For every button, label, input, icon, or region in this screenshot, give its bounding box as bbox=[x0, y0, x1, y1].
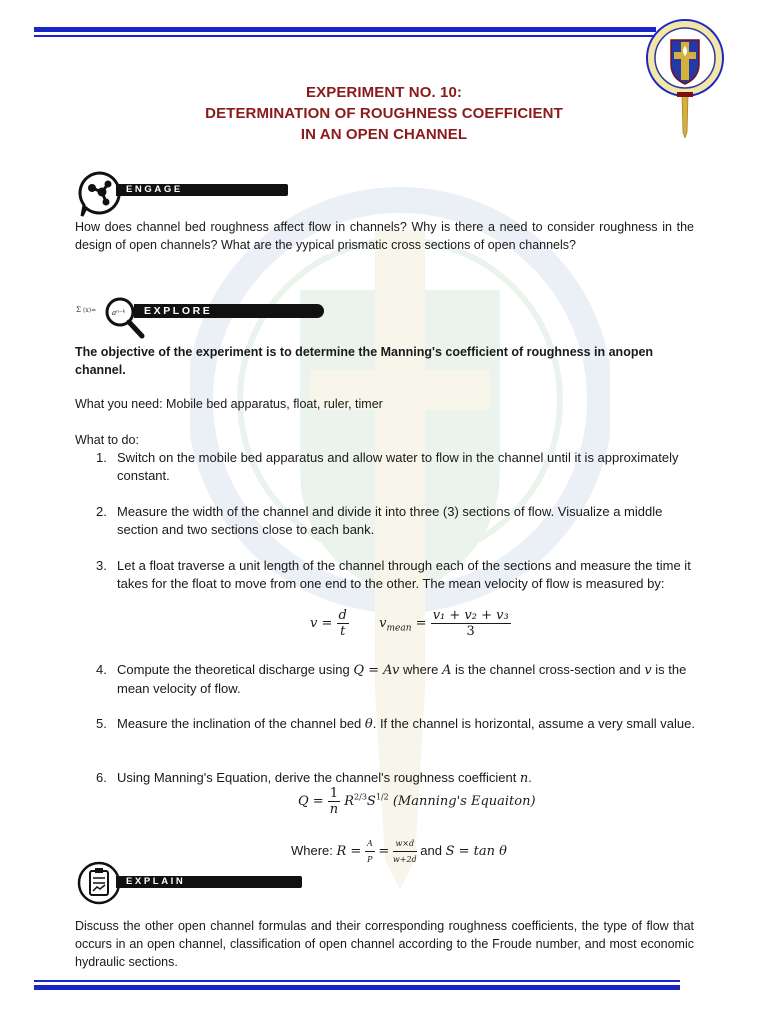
title-line-1: EXPERIMENT NO. 10: bbox=[306, 84, 462, 101]
title-line-3: IN AN OPEN CHANNEL bbox=[300, 126, 468, 143]
engage-paragraph: How does channel bed roughness affect flow in channels? Why is there a need to consider roughness in the design of open channels? What are the yypical prismatic cross sections of open channels? bbox=[75, 220, 694, 252]
engage-label: ENGAGE bbox=[116, 184, 288, 196]
what-you-need-text: What you need: Mobile bed apparatus, float, ruler, timer bbox=[75, 397, 383, 411]
list-item: 5. Measure the inclination of the channel bed θ. If the channel is horizontal, assume a very small value. bbox=[96, 716, 695, 732]
list-item: 1. Switch on the mobile bed apparatus and allow water to flow in the channel until it is approximately constant. bbox=[96, 450, 679, 483]
svg-text:Σ: Σ bbox=[76, 306, 81, 314]
objective-text: The objective of the experiment is to determine the Manning's coefficient of roughness in anopen channel. bbox=[75, 345, 654, 377]
svg-text:aⁿ⁻ᵏ: aⁿ⁻ᵏ bbox=[112, 309, 126, 317]
header-rule bbox=[34, 27, 656, 37]
list-item: 3. Let a float traverse a unit length of the channel through each of the sections and measure the time it takes for the float to move from one end to the other. The mean velocity of flow is measured by: bbox=[96, 558, 691, 591]
title-line-2: DETERMINATION OF ROUGHNESS COEFFICIENT bbox=[205, 105, 563, 122]
manning-equation: Q = $\frac{1}{n}$ $R^{2/3}S^{1/2}$ (Manning's Equaiton) bbox=[298, 786, 536, 817]
explain-paragraph: Discuss the other open channel formulas and their corresponding roughness coefficients, the type of flow that occurs in an open channel, classification of open channel according to the Froude number, and most economic hydraulic sections. bbox=[75, 919, 694, 969]
footer-rule bbox=[34, 980, 680, 990]
list-item: 6. Using Manning's Equation, derive the channel's roughness coefficient n. bbox=[96, 770, 532, 786]
list-item: 2. Measure the width of the channel and divide it into three (3) sections of flow. Visualize a middle section and two sections close to each bank. bbox=[96, 504, 663, 537]
what-to-do-label: What to do: bbox=[75, 433, 139, 447]
explain-label: EXPLAIN bbox=[116, 876, 302, 888]
magnifier-formula-icon bbox=[76, 296, 148, 342]
list-item: 4. Compute the theoretical discharge using Q = Av where A is the channel cross-section and v is the mean velocity of flow. bbox=[96, 662, 687, 696]
where-definitions: Where: R = $\frac{A}{P}$ = $\frac{w\times d}{w+2d}$ and S = tan θ bbox=[291, 836, 507, 867]
page-title bbox=[0, 82, 768, 145]
svg-text:(x)=: (x)= bbox=[83, 307, 97, 314]
velocity-equation: v = $\frac{d}{t}$ $v_{mean}$ = $\frac{\text{v₁ + v₂ + v₃}}{3}$ bbox=[310, 608, 509, 639]
explore-label: EXPLORE bbox=[134, 304, 324, 318]
